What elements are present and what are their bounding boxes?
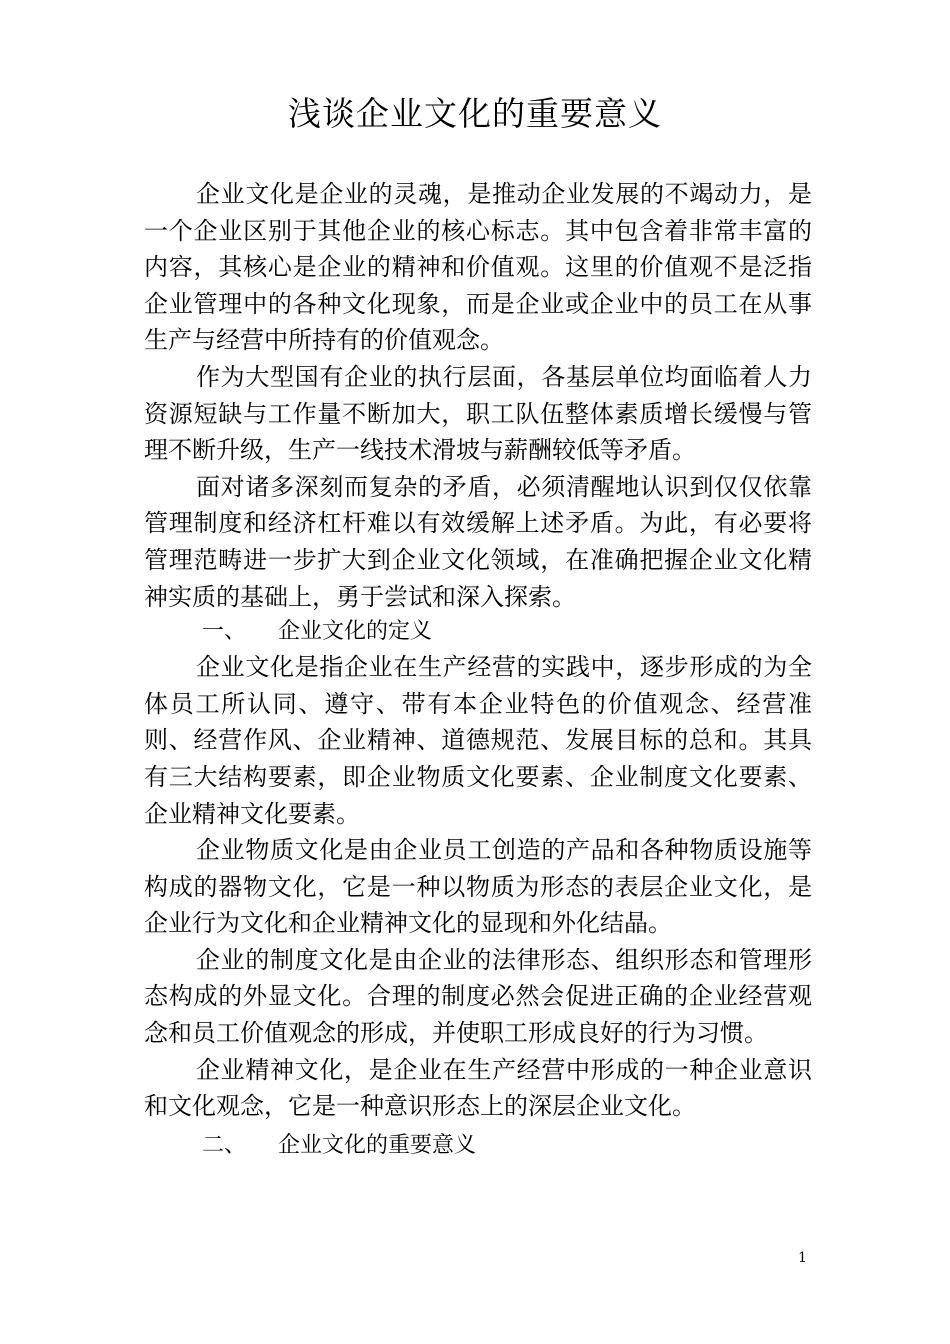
section1-paragraph-1: 企业文化是指企业在生产经营的实践中，逐步形成的为全体员工所认同、遵守、带有本企业特色的价值观念、经营准则、经营作风、企业精神、道德规范、发展目标的总和。其具有三大结构要素，即企业物质文化要素、企业制度文化要素、企业精神文化要素。 (144, 653, 812, 828)
section1-paragraph-4: 企业精神文化，是企业在生产经营中形成的一种企业意识和文化观念，它是一种意识形态上的深层企业文化。 (144, 1055, 812, 1121)
document-title: 浅谈企业文化的重要意义 (288, 94, 662, 133)
document-body (144, 176, 812, 1163)
page-number: 1 (798, 1250, 807, 1266)
section-number-2: 二、 (202, 1132, 247, 1158)
section-heading-2 (144, 1129, 812, 1163)
intro-paragraph-1: 企业文化是企业的灵魂，是推动企业发展的不竭动力，是一个企业区别于其他企业的核心标志。其中包含着非常丰富的内容，其核心是企业的精神和价值观。这里的价值观不是泛指企业管理中的各种文化现象，而是企业或企业中的员工在从事生产与经营中所持有的价值观念。 (144, 180, 812, 355)
intro-paragraph-2: 作为大型国有企业的执行层面，各基层单位均面临着人力资源短缺与工作量不断加大，职工队伍整体素质增长缓慢与管理不断升级，生产一线技术滑坡与薪酬较低等矛盾。 (144, 362, 812, 465)
section-title-2: 企业文化的重要意义 (278, 1132, 477, 1158)
intro-paragraph-3: 面对诸多深刻而复杂的矛盾，必须清醒地认识到仅仅依靠管理制度和经济杠杆难以有效缓解上述矛盾。为此，有必要将管理范畴进一步扩大到企业文化领域，在准确把握企业文化精神实质的基础上，勇于尝试和深入探索。 (144, 472, 812, 611)
section-title-1: 企业文化的定义 (278, 619, 433, 645)
section1-paragraph-2: 企业物质文化是由企业员工创造的产品和各种物质设施等构成的器物文化，它是一种以物质为形态的表层企业文化，是企业行为文化和企业精神文化的显现和外化结晶。 (144, 836, 812, 938)
section-heading-1 (144, 615, 812, 649)
section1-paragraph-3: 企业的制度文化是由企业的法律形态、组织形态和管理形态构成的外显文化。合理的制度必然会促进正确的企业经营观念和员工价值观念的形成，并使职工形成良好的行为习惯。 (144, 945, 812, 1048)
section-number-1: 一、 (202, 619, 247, 645)
